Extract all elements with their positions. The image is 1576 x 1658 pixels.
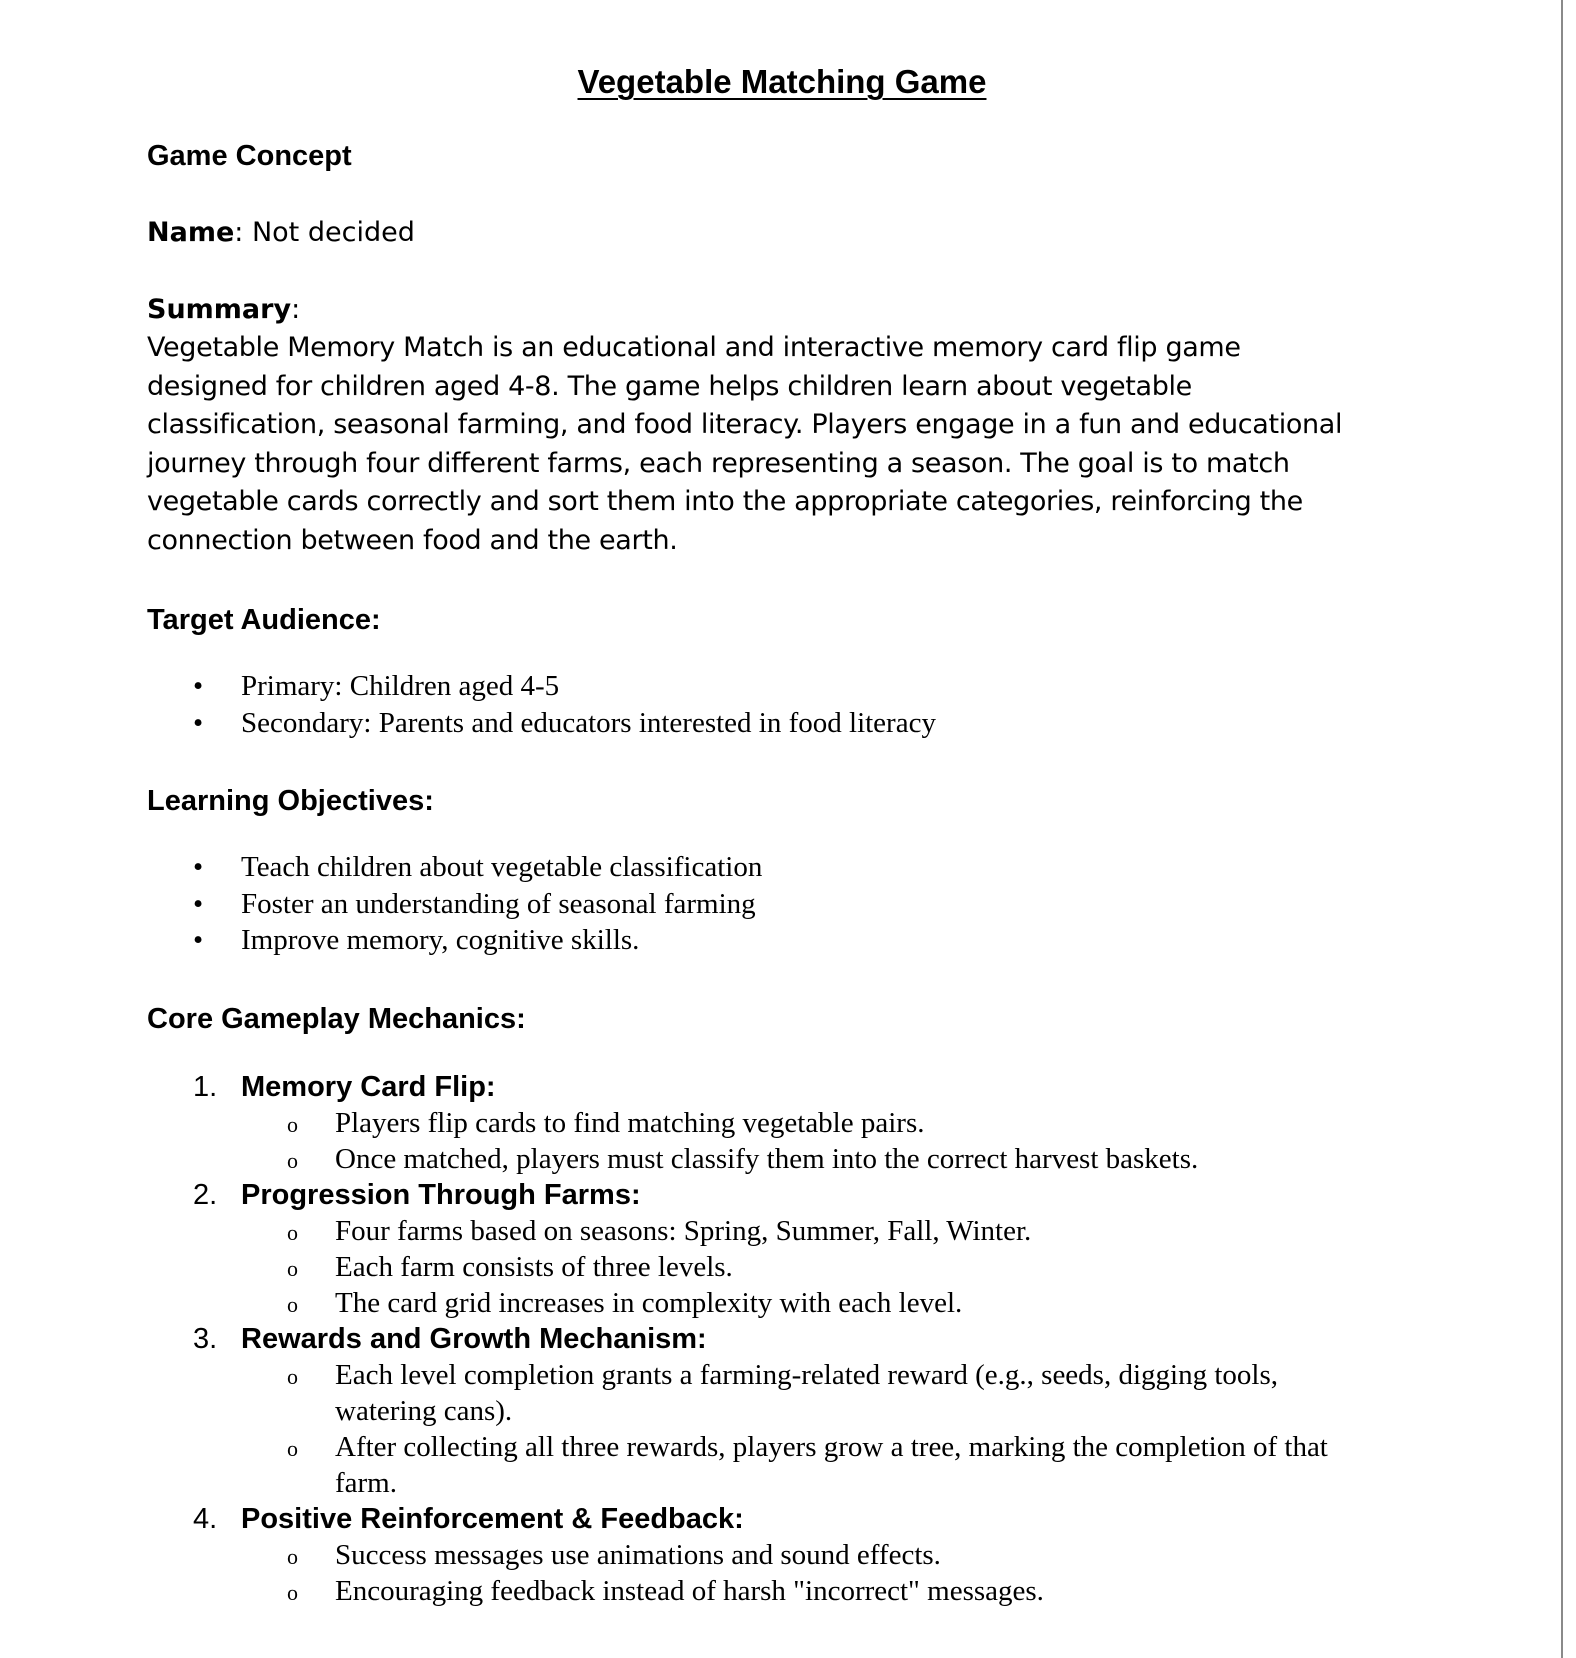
mechanic-title: Rewards and Growth Mechanism:: [241, 1322, 707, 1355]
list-item-text: Primary: Children aged 4-5: [241, 670, 560, 702]
mechanic-title: Positive Reinforcement & Feedback:: [241, 1502, 744, 1535]
mechanic-point-text: Encouraging feedback instead of harsh "incorrect" messages.: [335, 1574, 1044, 1607]
circle-bullet-icon: o: [287, 1255, 298, 1281]
list-item: [147, 705, 1387, 742]
mechanic-number: 3.: [193, 1322, 218, 1355]
summary-line: designed for children aged 4-8. The game helps children learn about vegetable: [147, 370, 1192, 402]
name-value: Not decided: [243, 217, 415, 248]
mechanic-point: [241, 1573, 1387, 1609]
mechanic-number: 1.: [193, 1070, 218, 1103]
game-concept-heading: Game Concept: [147, 140, 352, 172]
mechanic-point-text: After collecting all three rewards, players grow a tree, marking the completion of that farm.: [335, 1430, 1328, 1499]
list-item-text: Teach children about vegetable classification: [241, 851, 763, 883]
summary-separator: :: [291, 293, 301, 325]
circle-bullet-icon: o: [287, 1111, 298, 1137]
summary-label-line: [147, 291, 1387, 330]
summary-line: connection between food and the earth.: [147, 524, 678, 556]
circle-bullet-icon: o: [287, 1435, 298, 1461]
mechanic-points: [241, 1213, 1387, 1321]
list-item: [147, 886, 1387, 923]
core-mechanics-heading: Core Gameplay Mechanics:: [147, 1002, 526, 1035]
mechanic-item: [147, 1177, 1387, 1321]
mechanic-number: 2.: [193, 1178, 218, 1211]
mechanic-point-text: Each farm consists of three levels.: [335, 1250, 733, 1283]
bullet-icon: •: [193, 706, 204, 739]
name-label: Name: [147, 217, 235, 248]
summary-label: Summary: [147, 293, 292, 325]
summary-line: vegetable cards correctly and sort them into the appropriate categories, reinforcing the: [147, 486, 1303, 517]
list-item-text: Foster an understanding of seasonal farming: [241, 887, 756, 920]
mechanic-point-text: Players flip cards to find matching vegetable pairs.: [335, 1106, 925, 1139]
list-item: [147, 849, 1387, 886]
mechanic-point: [241, 1105, 1387, 1141]
mechanic-title: Progression Through Farms:: [241, 1178, 641, 1211]
summary-line: Vegetable Memory Match is an educational and interactive memory card flip game: [147, 332, 1241, 363]
name-separator: :: [234, 217, 244, 248]
document-title: Vegetable Matching Game: [577, 63, 987, 100]
learning-objectives-heading: Learning Objectives:: [147, 785, 434, 817]
list-item-text: Improve memory, cognitive skills.: [241, 924, 640, 956]
mechanic-item: [147, 1501, 1387, 1609]
mechanic-point-text: Once matched, players must classify them into the correct harvest baskets.: [335, 1142, 1199, 1175]
mechanic-point: [241, 1537, 1387, 1573]
mechanic-item: [147, 1321, 1387, 1501]
learning-objectives-list: [147, 849, 1387, 959]
mechanic-points: [241, 1105, 1387, 1177]
mechanic-point: [241, 1249, 1387, 1285]
list-item: [147, 668, 1387, 705]
circle-bullet-icon: o: [287, 1291, 298, 1317]
mechanic-point-text: The card grid increases in complexity with each level.: [335, 1286, 963, 1319]
mechanic-point-text: Each level completion grants a farming-related reward (e.g., seeds, digging tools, watering cans).: [335, 1358, 1278, 1427]
circle-bullet-icon: o: [287, 1579, 298, 1605]
bullet-icon: •: [193, 670, 204, 702]
mechanic-point-text: Four farms based on seasons: Spring, Summer, Fall, Winter.: [335, 1214, 1032, 1247]
mechanic-number: 4.: [193, 1502, 218, 1535]
circle-bullet-icon: o: [287, 1543, 298, 1569]
mechanic-point-text: Success messages use animations and sound effects.: [335, 1538, 941, 1571]
mechanic-point: [241, 1285, 1387, 1321]
circle-bullet-icon: o: [287, 1363, 298, 1389]
bullet-icon: •: [193, 887, 204, 920]
circle-bullet-icon: o: [287, 1147, 298, 1173]
target-audience-heading: Target Audience:: [147, 604, 381, 636]
core-mechanics-list: [147, 1069, 1387, 1609]
name-line: [147, 214, 1387, 253]
summary-paragraph: [147, 329, 1387, 560]
target-audience-list: [147, 668, 1387, 741]
mechanic-points: [241, 1537, 1387, 1609]
bullet-icon: •: [193, 924, 204, 956]
mechanic-points: [241, 1357, 1387, 1501]
mechanic-point: [241, 1357, 1387, 1429]
summary-line: classification, seasonal farming, and food literacy. Players engage in a fun and educational: [147, 409, 1343, 440]
document-content: [147, 60, 1387, 1609]
mechanic-item: [147, 1069, 1387, 1177]
list-item: [147, 922, 1387, 959]
mechanic-point: [241, 1429, 1387, 1501]
list-item-text: Secondary: Parents and educators interested in food literacy: [241, 706, 936, 739]
bullet-icon: •: [193, 851, 204, 883]
mechanic-point: [241, 1213, 1387, 1249]
circle-bullet-icon: o: [287, 1219, 298, 1245]
summary-line: journey through four different farms, each representing a season. The goal is to match: [147, 447, 1290, 479]
mechanic-point: [241, 1141, 1387, 1177]
mechanic-title: Memory Card Flip:: [241, 1070, 496, 1103]
